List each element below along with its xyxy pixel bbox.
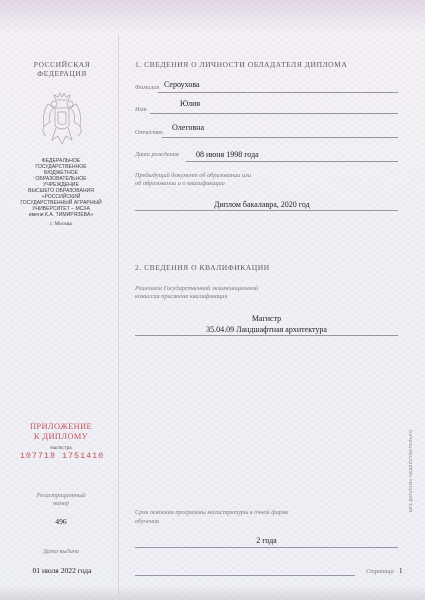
- birth-date: 08 июня 1998 года: [196, 150, 259, 159]
- underline: [135, 335, 398, 336]
- specialty: 35.04.09 Ландшафтная архитектура: [206, 325, 327, 334]
- university-line: ГОСУДАРСТВЕННЫЙ АГРАРНЫЙ: [20, 200, 102, 206]
- prev-doc-line-1: Предыдущий документ об образовании или: [135, 172, 252, 179]
- validity-notice: БЕЗ ДИПЛОМА НЕДЕЙСТВИТЕЛЬНО: [408, 429, 413, 512]
- patronymic: Олеговна: [172, 123, 205, 132]
- qualification: Магистр: [251, 314, 282, 323]
- decision-line-1: Решением Государственной экзаменационной: [135, 285, 259, 292]
- university-line: «РОССИЙСКИЙ: [41, 194, 81, 200]
- underline: [135, 575, 355, 576]
- page-divider: [118, 35, 119, 595]
- diploma-number: 107718 1751410: [19, 451, 105, 461]
- previous-document-label: [135, 172, 251, 188]
- section-1-title: 1. СВЕДЕНИЯ О ЛИЧНОСТИ ОБЛАДАТЕЛЯ ДИПЛОМА: [135, 60, 348, 69]
- underline: [150, 113, 398, 114]
- name-label: Имя: [135, 106, 147, 113]
- appendix-title: [20, 422, 102, 442]
- coat-of-arms-icon: [38, 92, 86, 150]
- reg-label-line-1: Регистрационный: [36, 492, 86, 499]
- first-name: Юлия: [180, 99, 201, 108]
- country-line-1: РОССИЙСКАЯ: [33, 60, 91, 69]
- city: г. Москва: [50, 221, 72, 227]
- term-line-1: Срок освоения программы магистратуры в очной форме: [135, 509, 289, 516]
- decision-line-2: комиссии присвоена квалификация: [135, 293, 228, 300]
- country-line-2: ФЕДЕРАЦИЯ: [37, 69, 87, 78]
- underline: [135, 547, 398, 548]
- section-2-title: 2. СВЕДЕНИЯ О КВАЛИФИКАЦИИ: [135, 263, 270, 272]
- reg-number: 496: [55, 517, 67, 526]
- term-line-2: обучения: [135, 517, 159, 525]
- university-line: ГОСУДАРСТВЕННОЕ БЮДЖЕТНОЕ: [35, 164, 87, 176]
- university-name: [20, 158, 102, 218]
- page-label: Страница: [366, 568, 394, 575]
- scan-bottom-edge: [0, 586, 425, 600]
- page-number: 1: [399, 567, 403, 575]
- commission-decision-label: [135, 285, 258, 301]
- university-line: ВЫСШЕГО ОБРАЗОВАНИЯ: [28, 188, 94, 194]
- appendix-line-1: ПРИЛОЖЕНИЕ: [29, 422, 93, 431]
- surname: Сероухова: [164, 80, 200, 89]
- university-line: ФЕДЕРАЛЬНОЕ: [41, 158, 81, 164]
- university-line: ОБРАЗОВАТЕЛЬНОЕ УЧРЕЖДЕНИЕ: [35, 176, 87, 188]
- country-heading: [28, 60, 96, 78]
- appendix-line-2: К ДИПЛОМУ: [33, 432, 89, 441]
- degree-label: магистра: [50, 445, 72, 451]
- university-line: имени К.А. ТИМИРЯЗЕВА»: [28, 212, 94, 218]
- reg-label-line-2: номер: [53, 500, 69, 507]
- underline: [135, 210, 398, 211]
- underline: [162, 137, 398, 138]
- university-line: УНИВЕРСИТЕТ – МСХА: [32, 206, 90, 212]
- birth-date-label: Дата рождения: [135, 151, 179, 158]
- underline: [158, 92, 398, 93]
- surname-label: Фамилия: [135, 84, 160, 91]
- previous-document: Диплом бакалавра, 2020 год: [214, 200, 310, 209]
- prev-doc-line-2: об образовании и о квалификации: [135, 180, 225, 187]
- patronymic-label: Отчество: [135, 129, 163, 136]
- underline: [186, 161, 398, 162]
- scan-top-edge: [0, 0, 425, 34]
- issue-date: 01 июля 2022 года: [32, 566, 92, 575]
- issue-date-label: Дата выдачи: [43, 548, 79, 555]
- study-term-label: [135, 509, 288, 526]
- study-term: 2 года: [256, 536, 277, 545]
- reg-number-label: [20, 492, 102, 508]
